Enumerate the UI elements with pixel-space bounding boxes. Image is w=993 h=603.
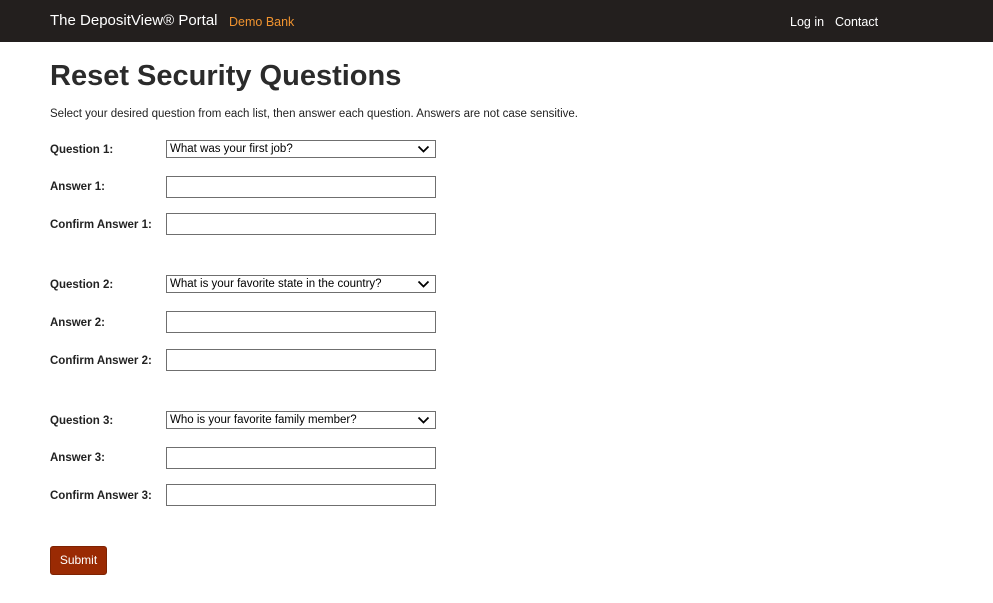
confirm-answer-3-label: Confirm Answer 3: — [50, 490, 152, 502]
question-3-selected-value: Who is your favorite family member? — [170, 414, 357, 426]
question-1-selected-value: What was your first job? — [170, 143, 293, 155]
confirm-answer-1-input[interactable] — [166, 213, 436, 235]
answer-1-label: Answer 1: — [50, 181, 105, 193]
chevron-down-icon — [417, 279, 430, 289]
bank-name: Demo Bank — [229, 15, 295, 29]
confirm-answer-1-label: Confirm Answer 1: — [50, 219, 152, 231]
top-navbar — [0, 0, 993, 42]
question-1-select[interactable] — [166, 140, 436, 158]
chevron-down-icon — [417, 144, 430, 154]
question-1-label: Question 1: — [50, 144, 114, 156]
login-link[interactable]: Log in — [790, 15, 825, 29]
answer-3-label: Answer 3: — [50, 452, 105, 464]
confirm-answer-2-input[interactable] — [166, 349, 436, 371]
question-3-label: Question 3: — [50, 415, 114, 427]
contact-link[interactable]: Contact — [835, 15, 879, 29]
chevron-down-icon — [417, 415, 430, 425]
submit-button[interactable]: Submit — [50, 546, 107, 575]
brand-link[interactable]: The DepositView® Portal — [50, 12, 218, 29]
answer-1-input[interactable] — [166, 176, 436, 198]
question-3-select[interactable] — [166, 411, 436, 429]
question-2-selected-value: What is your favorite state in the country? — [170, 278, 382, 290]
confirm-answer-3-input[interactable] — [166, 484, 436, 506]
answer-3-input[interactable] — [166, 447, 436, 469]
question-2-select[interactable] — [166, 275, 436, 293]
confirm-answer-2-label: Confirm Answer 2: — [50, 355, 152, 367]
instructions-text: Select your desired question from each list, then answer each question. Answers are not case sensitive. — [50, 108, 579, 120]
question-2-label: Question 2: — [50, 279, 114, 291]
page-title: Reset Security Questions — [50, 60, 402, 92]
answer-2-input[interactable] — [166, 311, 436, 333]
answer-2-label: Answer 2: — [50, 317, 105, 329]
